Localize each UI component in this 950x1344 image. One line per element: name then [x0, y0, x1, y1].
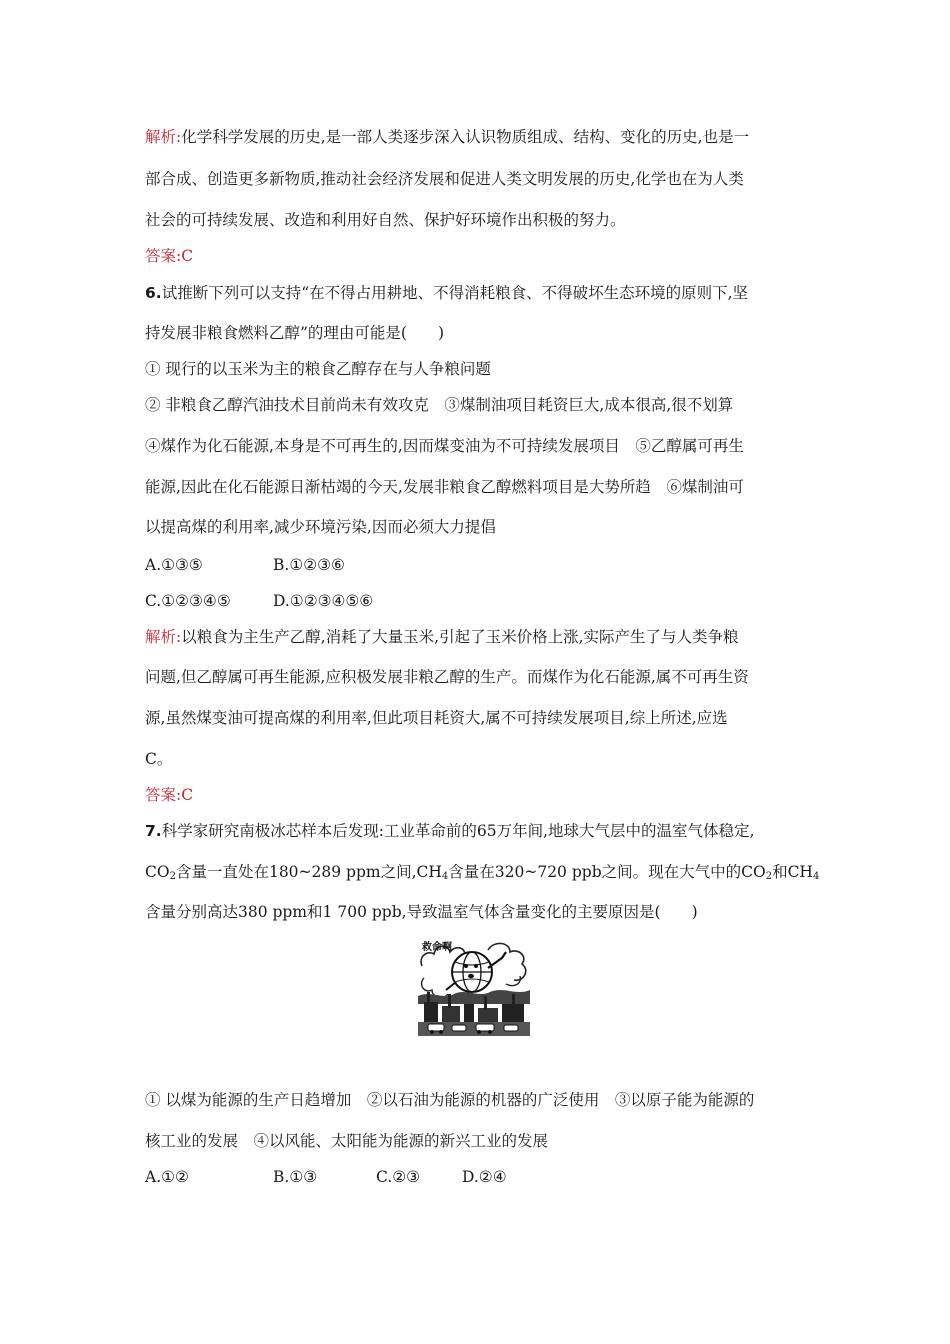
- analysis-text: 部合成、创造更多新物质,推动社会经济发展和促进人类文明发展的历史,化学也在为人类: [145, 170, 744, 188]
- analysis-text: 以粮食为主生产乙醇,消耗了大量玉米,引起了玉米价格上涨,实际产生了与人类争粮: [181, 628, 739, 646]
- formula-co2: CO: [145, 863, 170, 881]
- statement-item: ④煤作为化石能源,本身是不可再生的,因而煤变油为不可持续发展项目 ⑤乙醇属可再生: [145, 437, 744, 455]
- option-b[interactable]: B.①③: [273, 1168, 318, 1186]
- statement-item: 能源,因此在化石能源日渐枯竭的今天,发展非粮食乙醇燃料项目是大势所趋 ⑥煤制油可: [145, 478, 744, 496]
- subscript: 2: [765, 871, 773, 882]
- statement-item: 核工业的发展 ④以风能、太阳能为能源的新兴工业的发展: [145, 1132, 549, 1150]
- answer-label: 答案:C: [145, 786, 194, 804]
- option-a[interactable]: A.①③⑤: [145, 556, 203, 574]
- question-text: 含量一直处在180~289 ppm之间,CH: [175, 863, 442, 881]
- cartoon-caption: 救命啊: [422, 942, 452, 953]
- question-text: 和CH: [772, 863, 813, 881]
- question-text: 含量分别高达380 ppm和1 700 ppb,导致温室气体含量变化的主要原因是( ): [145, 903, 698, 921]
- question-text: 持发展非粮食燃料乙醇”的理由可能是( ): [145, 324, 445, 342]
- option-a[interactable]: A.①②: [145, 1168, 189, 1186]
- question-7-stem: [145, 820, 755, 842]
- options-row: [145, 1166, 507, 1188]
- analysis-label: 解析:: [145, 128, 182, 146]
- option-d[interactable]: D.①②③④⑤⑥: [273, 592, 374, 610]
- analysis-text: C。: [145, 750, 173, 768]
- cartoon-figure: [418, 938, 530, 1036]
- analysis-text: 社会的可持续发展、改造和利用好自然、保护好环境作出积极的努力。: [145, 211, 626, 229]
- option-b[interactable]: B.①②③⑥: [273, 556, 345, 574]
- question-text: 科学家研究南极冰芯样本后发现:工业革命前的65万年间,地球大气层中的温室气体稳定,: [161, 822, 755, 840]
- analysis-text: 源,虽然煤变油可提高煤的利用率,但此项目耗资大,属不可持续发展项目,综上所述,应选: [145, 709, 728, 727]
- question-number: 6.: [145, 284, 162, 302]
- analysis-text: 化学科学发展的历史,是一部人类逐步深入认识物质组成、结构、变化的历史,也是一: [181, 128, 750, 146]
- analysis-line: [145, 626, 739, 648]
- question-text: 试推断下列可以支持“在不得占用耕地、不得消耗粮食、不得破坏生态环境的原则下,坚: [161, 284, 749, 302]
- option-c[interactable]: C.①②③④⑤: [145, 592, 231, 610]
- subscript: 4: [812, 871, 820, 882]
- subscript: 2: [169, 871, 176, 882]
- question-text: 含量在320~720 ppb之间。现在大气中的CO: [448, 863, 766, 881]
- option-d[interactable]: D.②④: [462, 1168, 507, 1186]
- question-text-line: [145, 861, 819, 883]
- subscript: 4: [441, 871, 449, 882]
- options-row: [145, 590, 373, 612]
- earth-cartoon-illustration: [418, 938, 530, 1036]
- analysis-label: 解析:: [145, 628, 182, 646]
- statement-item: ① 以煤为能源的生产日趋增加 ②以石油为能源的机器的广泛使用 ③以原子能为能源的: [145, 1091, 755, 1109]
- option-c[interactable]: C.②③: [376, 1168, 421, 1186]
- statement-item: 以提高煤的利用率,减少环境污染,因而必须大力提倡: [145, 518, 496, 536]
- statement-item: ② 非粮食乙醇汽油技术目前尚未有效攻克 ③煤制油项目耗资巨大,成本很高,很不划算: [145, 396, 734, 414]
- question-number: 7.: [145, 822, 162, 840]
- question-6-stem: [145, 282, 748, 304]
- options-row: [145, 554, 345, 576]
- analysis-line: [145, 126, 749, 148]
- answer-label: 答案:C: [145, 247, 194, 265]
- statement-item: ① 现行的以玉米为主的粮食乙醇存在与人争粮问题: [145, 360, 491, 378]
- analysis-text: 问题,但乙醇属可再生能源,应积极发展非粮乙醇的生产。而煤作为化石能源,属不可再生资: [145, 668, 749, 686]
